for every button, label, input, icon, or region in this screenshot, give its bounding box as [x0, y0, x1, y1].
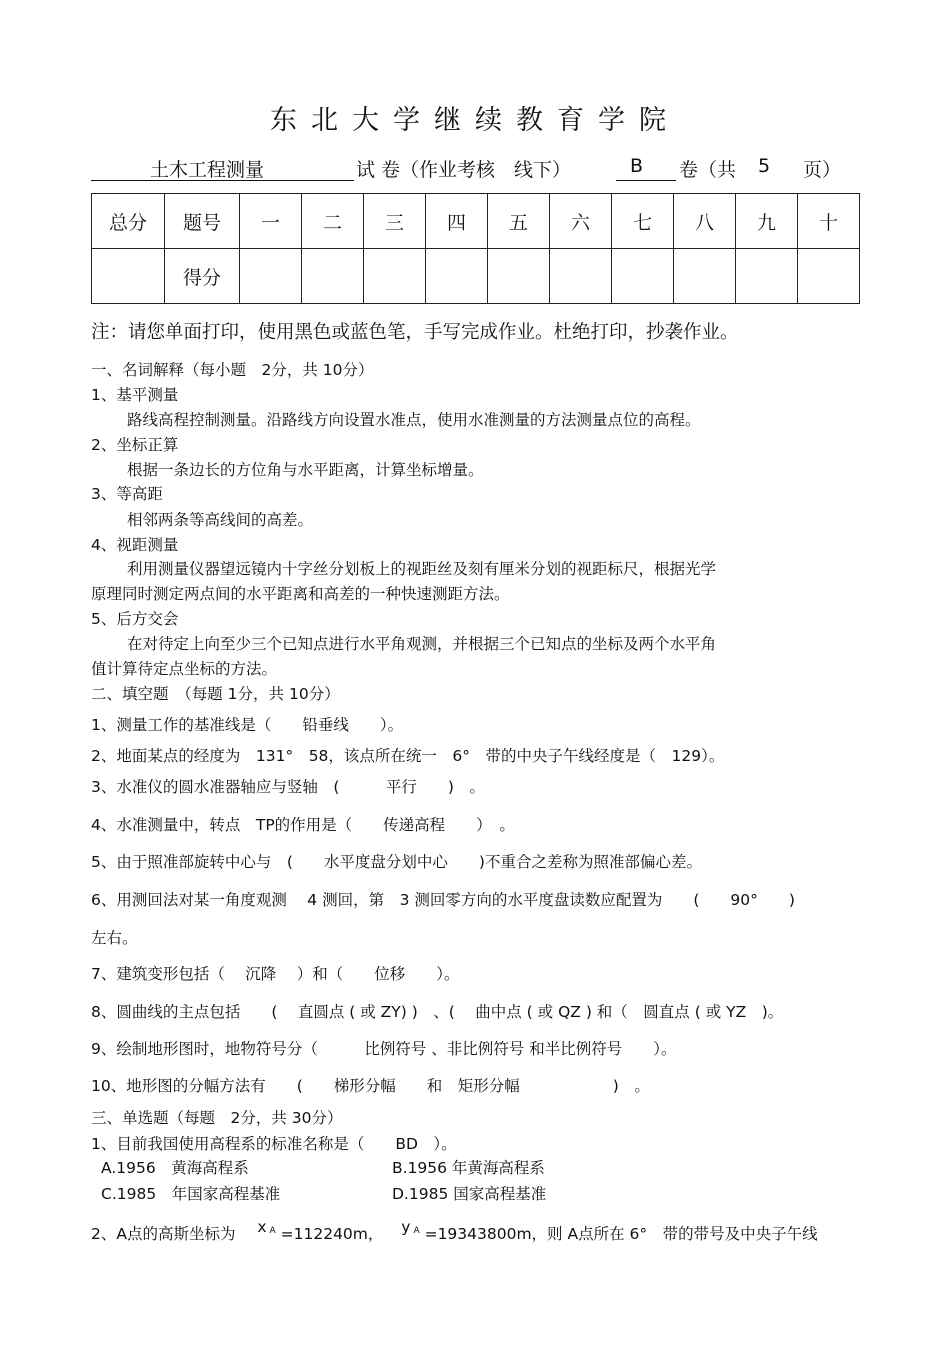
choice-option: B.1956 年黄海高程系 — [392, 1159, 545, 1177]
fill-question: 6、用测回法对某一角度观测 4 测回，第 3 测回零方向的水平度盘读数应配置为 ( 90° ) — [91, 891, 795, 909]
score-cell — [426, 249, 488, 304]
section-heading: 三、单选题（每题 2分，共 30分） — [91, 1109, 343, 1127]
score-table-cell: 三 — [364, 194, 426, 249]
term-definition: 值计算待定点坐标的方法。 — [91, 660, 278, 678]
score-table-cell: 十 — [798, 194, 860, 249]
score-table-score-row — [92, 249, 860, 304]
paper-suffix: 卷（共 — [679, 159, 737, 181]
score-cell — [674, 249, 736, 304]
score-table-cell: 一 — [240, 194, 302, 249]
score-table-cell: 总分 — [92, 194, 165, 249]
score-cell — [612, 249, 674, 304]
section-heading: 一、名词解释（每小题 2分，共 10分） — [91, 361, 374, 379]
term-definition: 利用测量仪器望远镜内十字丝分划板上的视距丝及刻有厘米分划的视距标尺，根据光学 — [127, 560, 717, 578]
coord-y-value: =19343800m，则 A点所在 6° 带的带号及中央子午线 — [424, 1225, 818, 1243]
score-table-header-row — [92, 194, 860, 249]
score-table-cell: 九 — [736, 194, 798, 249]
instruction-note: 注：请您单面打印，使用黑色或蓝色笔，手写完成作业。杜绝打印，抄袭作业。 — [91, 322, 739, 343]
page-count-suffix: 页） — [803, 159, 842, 181]
paper-type: B — [630, 155, 644, 177]
fill-question: 4、水准测量中，转点 TP的作用是（ 传递高程 ） 。 — [91, 816, 515, 834]
total-score-cell — [92, 249, 165, 304]
fill-question: 左右。 — [91, 929, 138, 947]
term-label: 4、视距测量 — [91, 536, 179, 554]
term-definition: 原理同时测定两点间的水平距离和高差的一种快速测距方法。 — [91, 585, 510, 603]
term-definition: 根据一条边长的方位角与水平距离，计算坐标增量。 — [127, 461, 484, 479]
page-title: 东北大学继续教育学院 — [270, 105, 680, 136]
score-cell — [550, 249, 612, 304]
score-table-cell: 题号 — [165, 194, 240, 249]
score-cell — [798, 249, 860, 304]
score-table — [91, 193, 860, 304]
term-label: 3、等高距 — [91, 485, 163, 503]
fill-question: 7、建筑变形包括（ 沉降 ）和（ 位移 ）。 — [91, 965, 460, 983]
score-cell — [240, 249, 302, 304]
course-name: 土木工程测量 — [150, 159, 265, 181]
choice-option: A.1956 黄海高程系 — [101, 1159, 249, 1177]
coord-x-subscript: A — [269, 1226, 276, 1236]
score-table-cell: 二 — [302, 194, 364, 249]
score-table-cell: 七 — [612, 194, 674, 249]
fill-question: 9、绘制地形图时，地物符号分（ 比例符号 、非比例符号 和半比例符号 ）。 — [91, 1040, 677, 1058]
fill-question: 1、测量工作的基准线是（ 铅垂线 ）。 — [91, 716, 404, 734]
term-definition: 在对待定上向至少三个已知点进行水平角观测，并根据三个已知点的坐标及两个水平角 — [127, 635, 717, 653]
question-prefix: 2、A点的高斯坐标为 — [91, 1225, 236, 1243]
paper-type-underline — [616, 180, 676, 181]
page-count: 5 — [758, 155, 771, 177]
section-heading: 二、填空题 （每题 1分，共 10分） — [91, 685, 340, 703]
term-label: 1、基平测量 — [91, 386, 179, 404]
fill-question: 2、地面某点的经度为 131° 58，该点所在统一 6° 带的中央子午线经度是（ 129）。 — [91, 747, 725, 765]
fill-question: 5、由于照准部旋转中心与 ( 水平度盘分划中心 )不重合之差称为照准部偏心差。 — [91, 853, 702, 871]
score-table-cell: 六 — [550, 194, 612, 249]
score-row-label: 得分 — [165, 249, 240, 304]
fill-question: 8、圆曲线的主点包括 ( 直圆点 ( 或 ZY) ) 、( 曲中点 ( 或 QZ ) 和（ 圆直点 ( 或 YZ )。 — [91, 1003, 784, 1021]
coord-x-symbol: x — [257, 1218, 267, 1236]
course-underline — [91, 180, 354, 181]
term-definition: 路线高程控制测量。沿路线方向设置水准点，使用水准测量的方法测量点位的高程。 — [127, 411, 701, 429]
choice-question: 1、目前我国使用高程系的标准名称是（ BD ）。 — [91, 1135, 457, 1153]
term-definition: 相邻两条等高线间的高差。 — [127, 511, 314, 529]
score-table-cell: 四 — [426, 194, 488, 249]
score-cell — [364, 249, 426, 304]
score-cell — [736, 249, 798, 304]
exam-label: 试 卷（作业考核 线下） — [356, 159, 572, 181]
score-cell — [302, 249, 364, 304]
coord-y-subscript: A — [413, 1226, 420, 1236]
score-cell — [488, 249, 550, 304]
choice-option: C.1985 年国家高程基准 — [101, 1185, 281, 1203]
choice-option: D.1985 国家高程基准 — [392, 1185, 547, 1203]
term-label: 2、坐标正算 — [91, 436, 179, 454]
fill-question: 10、地形图的分幅方法有 ( 梯形分幅 和 矩形分幅 ) 。 — [91, 1077, 650, 1095]
score-table-cell: 五 — [488, 194, 550, 249]
term-label: 5、后方交会 — [91, 610, 179, 628]
choice-question — [91, 1218, 818, 1244]
coord-x-value: =112240m， — [280, 1225, 384, 1243]
coord-y-symbol: y — [401, 1218, 411, 1236]
fill-question: 3、水准仪的圆水准器轴应与竖轴 ( 平行 ) 。 — [91, 778, 485, 796]
score-table-cell: 八 — [674, 194, 736, 249]
